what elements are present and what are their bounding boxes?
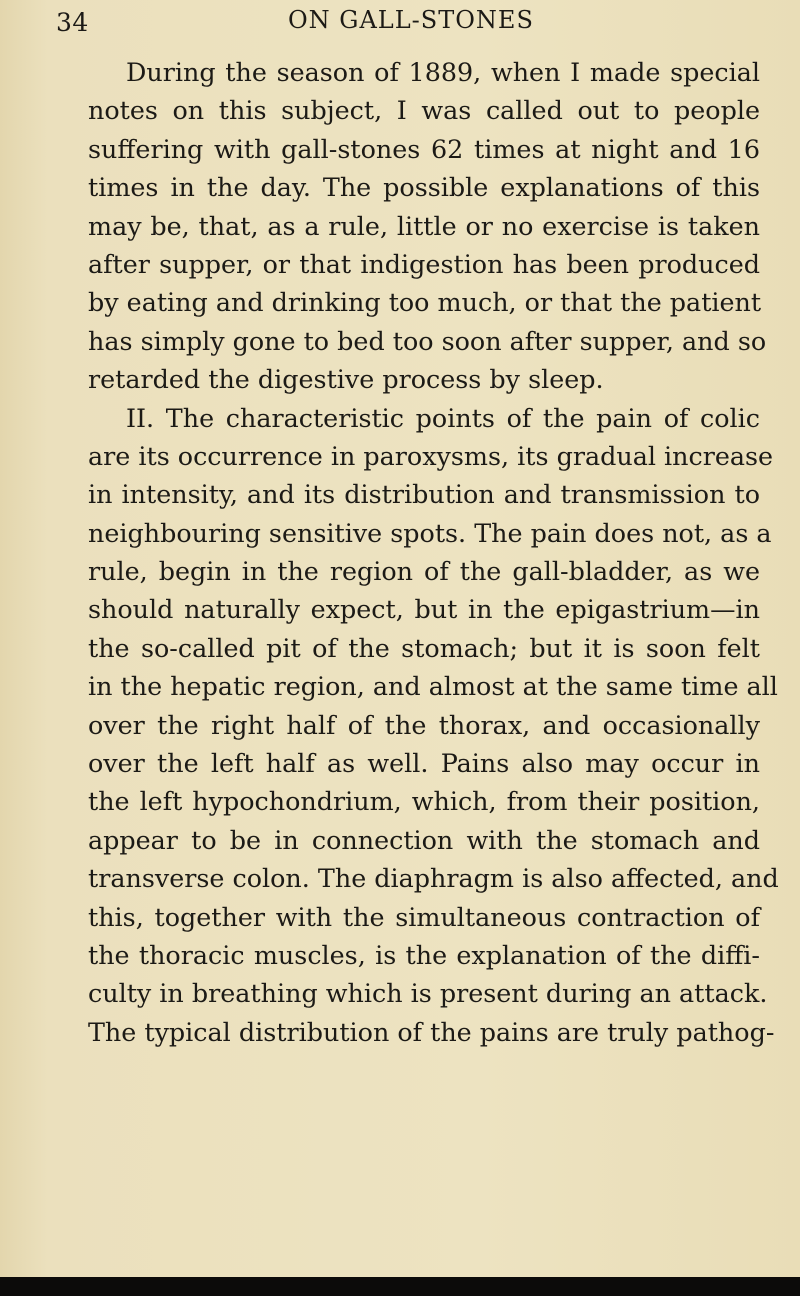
text-line: are its occurrence in paroxysms, its gradual increase — [88, 440, 774, 471]
scan-bottom-border — [0, 1277, 800, 1296]
text-line: suffering with gall-stones 62 times at night and 16 — [88, 133, 760, 164]
text-line: over the right half of the thorax, and occasionally — [88, 709, 760, 740]
text-line: has simply gone to bed too soon after supper, and so — [88, 325, 767, 356]
text-line: The typical distribution of the pains are truly pathog- — [88, 1016, 775, 1047]
text-line: During the season of 1889, when I made special — [126, 57, 760, 87]
body-text — [88, 53, 779, 1051]
text-line: notes on this subject, I was called out to people — [88, 95, 760, 126]
text-line: retarded the digestive process by sleep. — [88, 364, 604, 395]
running-head: ON GALL-STONES — [288, 6, 534, 34]
text-line: in intensity, and its distribution and transmission to — [88, 479, 760, 510]
text-line: transverse colon. The diaphragm is also affected, and — [88, 863, 779, 894]
text-line: rule, begin in the region of the gall-bladder, as we — [88, 556, 760, 587]
text-line: times in the day. The possible explanations of this — [88, 172, 760, 203]
text-line: appear to be in connection with the stomach and — [88, 824, 760, 855]
page-header — [0, 2, 800, 42]
text-line: II. The characteristic points of the pain of colic — [126, 402, 760, 433]
text-line: the so-called pit of the stomach; but it is soon felt — [88, 632, 760, 663]
text-line: may be, that, as a rule, little or no exercise is taken — [88, 210, 760, 241]
page-number: 34 — [56, 8, 89, 37]
text-line: culty in breathing which is present during an attack. — [88, 978, 768, 1009]
text-line: the thoracic muscles, is the explanation of the diffi- — [88, 939, 760, 970]
text-line: neighbouring sensitive spots. The pain does not, as a — [88, 517, 772, 548]
text-line: by eating and drinking too much, or that the patient — [88, 287, 762, 318]
text-line: after supper, or that indigestion has been produced — [88, 248, 760, 279]
text-line: this, together with the simultaneous contraction of — [88, 901, 760, 932]
text-line: should naturally expect, but in the epigastrium—in — [88, 594, 760, 625]
text-line: in the hepatic region, and almost at the same time all — [88, 671, 778, 702]
text-line: the left hypochondrium, which, from their position, — [88, 786, 760, 817]
text-line: over the left half as well. Pains also may occur in — [88, 748, 760, 779]
